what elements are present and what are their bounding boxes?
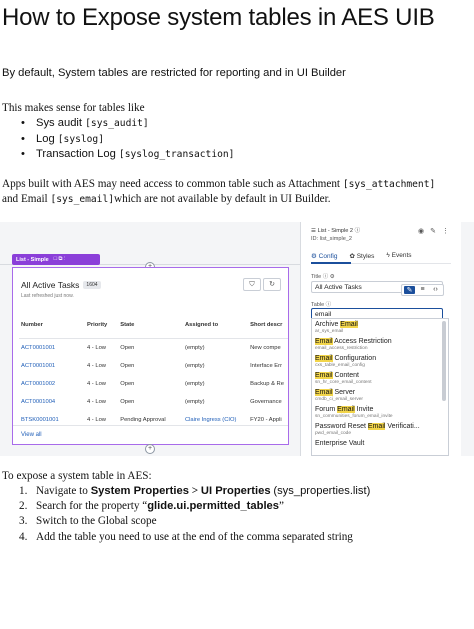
dropdown-option[interactable]: Email Configuration cxs_table_email_config	[315, 355, 377, 368]
description-cell: Interface Err	[250, 363, 283, 369]
table-row[interactable]	[19, 393, 288, 411]
step-item: 1. Navigate to System Properties > UI Properties (sys_properties.list)	[19, 485, 371, 497]
table-bullet-list	[0, 116, 234, 163]
table-search-input[interactable]: email	[311, 308, 443, 320]
priority-cell: 4 - Low	[86, 399, 106, 405]
filter-icon[interactable]: ⛉	[243, 278, 261, 291]
database-icon[interactable]: ≡	[420, 286, 425, 293]
dropdown-option[interactable]: Email Server cmdb_ci_email_server	[315, 389, 363, 402]
column-header[interactable]: Assigned to	[183, 312, 248, 339]
state-cell: Pending Approval	[120, 417, 166, 423]
dropdown-option[interactable]: Email Access Restriction email_access_restriction	[315, 338, 392, 351]
view-all-link[interactable]: View all	[21, 432, 42, 438]
description-cell: Backup & Re	[250, 381, 284, 387]
panel-header: ☰ List - Simple 2 ⓘ ID: list_simple_2	[311, 228, 361, 242]
table-row[interactable]	[19, 339, 288, 358]
component-tag[interactable]: List - Simple □ ⧉ ⋮	[12, 254, 100, 265]
record-number-link[interactable]: ACT0001002	[21, 381, 56, 387]
record-number-link[interactable]: BTSK0001001	[21, 417, 59, 423]
steps-intro: To expose a system table in AES:	[2, 470, 152, 482]
intro-paragraph: By default, System tables are restricted for reporting and in UI Builder	[2, 67, 346, 79]
priority-cell: 4 - Low	[86, 345, 106, 351]
makes-sense-paragraph: This makes sense for tables like	[2, 102, 145, 114]
table-field-label: Table ⓘ	[311, 302, 332, 308]
ui-builder-screenshot	[0, 222, 474, 456]
table-row[interactable]	[19, 411, 288, 429]
dropdown-scrollbar[interactable]	[442, 321, 446, 401]
priority-cell: 4 - Low	[86, 417, 106, 423]
priority-cell: 4 - Low	[86, 381, 106, 387]
column-header[interactable]: Short descr	[248, 312, 288, 339]
edit-icon[interactable]: ✎	[430, 228, 436, 235]
record-number-link[interactable]: ACT0001001	[21, 345, 56, 351]
last-refreshed-text: Last refreshed just now.	[21, 293, 74, 299]
more-icon[interactable]: ⋮	[442, 228, 449, 235]
assigned-cell: (empty)	[184, 345, 205, 351]
assigned-cell: (empty)	[184, 399, 205, 405]
title-field-label: Title ⓘ ⚙	[311, 274, 335, 280]
state-cell: Open	[120, 381, 135, 387]
panel-header-icons	[418, 227, 449, 235]
bullet-item: • Transaction Log [syslog_transaction]	[0, 147, 234, 163]
table-header-row	[19, 312, 288, 339]
dropdown-option[interactable]: Email Content sn_hr_core_email_content	[315, 372, 372, 385]
column-header[interactable]: Number	[19, 312, 85, 339]
step-item: 2. Search for the property “glide.ui.permitted_tables”	[19, 500, 284, 513]
dropdown-option[interactable]: Password Reset Email Verificati... pwd_email_code	[315, 423, 420, 436]
gear-icon: ⚙	[311, 253, 319, 260]
dropdown-option[interactable]: Archive Email ar_sys_email	[315, 321, 358, 334]
tab-events[interactable]: ϟ Events	[386, 252, 412, 259]
dropdown-option[interactable]: Enterprise Vault	[315, 440, 365, 447]
card-footer-divider	[13, 425, 288, 426]
priority-cell: 4 - Low	[86, 363, 106, 369]
list-toolbar	[243, 278, 281, 291]
bolt-icon: ϟ	[386, 252, 392, 259]
table-row[interactable]	[19, 357, 288, 375]
assigned-cell: (empty)	[184, 381, 205, 387]
list-component-card[interactable]	[12, 267, 289, 445]
bullet-item: • Sys audit [sys_audit]	[0, 116, 234, 132]
visibility-icon[interactable]: ◉	[418, 228, 425, 235]
assigned-cell[interactable]: Claire Ingress (CIO)	[184, 417, 237, 423]
bullet-item: • Log [syslog]	[0, 132, 234, 148]
field-tools	[401, 284, 444, 296]
table-row[interactable]	[19, 375, 288, 393]
description-cell: Governance	[250, 399, 282, 405]
title-field[interactable]: All Active Tasks	[311, 281, 443, 293]
record-number-link[interactable]: ACT0001004	[21, 399, 56, 405]
column-header[interactable]: Priority	[85, 312, 118, 339]
description-cell: FY20 - Appli	[250, 417, 282, 423]
active-tab-underline	[311, 262, 351, 264]
state-cell: Open	[120, 399, 135, 405]
record-count-badge: 1604	[83, 281, 100, 289]
pencil-icon[interactable]: ✎	[404, 286, 415, 294]
apps-paragraph: Apps built with AES may need access to common table such as Attachment [sys_attachment] and Email [sys_email]which are not available by default in UI Builder.	[2, 178, 436, 205]
list-title: All Active Tasks 1604	[21, 280, 101, 290]
panel-tabs	[311, 252, 412, 260]
steps-list	[0, 484, 370, 545]
list-icon: ☰	[311, 228, 318, 234]
table-options-dropdown	[311, 318, 449, 456]
palette-icon: ✿	[349, 253, 357, 260]
dropdown-option[interactable]: Forum Email Invite sn_communities_forum_email_invite	[315, 406, 393, 419]
page-title: How to Expose system tables in AES UIB	[2, 4, 435, 31]
column-header[interactable]: State	[118, 312, 183, 339]
state-cell: Open	[120, 363, 135, 369]
state-cell: Open	[120, 345, 135, 351]
config-panel	[300, 222, 461, 456]
tab-config[interactable]: ⚙ Config	[311, 253, 338, 260]
code-icon[interactable]: ‹›	[433, 286, 438, 293]
step-item: 3. Switch to the Global scope	[19, 515, 157, 528]
tasks-table	[19, 312, 288, 429]
component-tag-icons: □ ⧉ ⋮	[53, 256, 66, 262]
description-cell: New compe	[250, 345, 281, 351]
tab-styles[interactable]: ✿ Styles	[349, 253, 375, 260]
step-item: 4. Add the table you need to use at the end of the comma separated string	[19, 530, 353, 543]
assigned-cell: (empty)	[184, 363, 205, 369]
record-number-link[interactable]: ACT0001001	[21, 363, 56, 369]
info-icon[interactable]: ⓘ	[354, 228, 361, 234]
add-component-bottom-icon[interactable]: +	[145, 444, 155, 454]
refresh-icon[interactable]: ↻	[263, 278, 281, 291]
